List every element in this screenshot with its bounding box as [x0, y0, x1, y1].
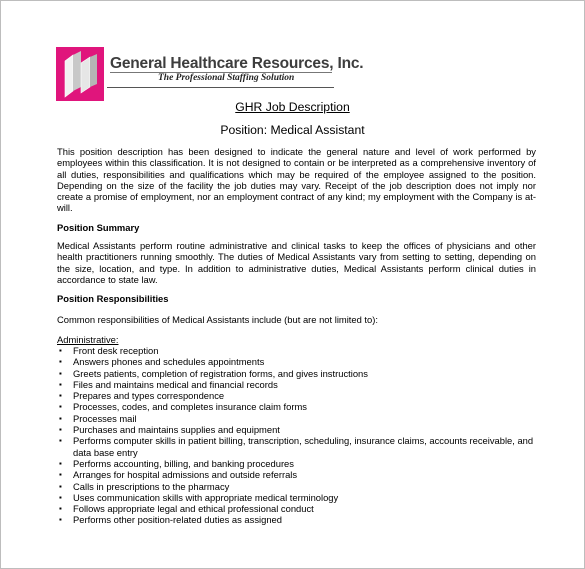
list-item: ▪ Follows appropriate legal and ethical professional conduct — [59, 503, 314, 515]
administrative-heading: Administrative: — [57, 334, 119, 345]
list-item: ▪ Files and maintains medical and financial records — [59, 378, 278, 390]
list-item: ▪ Performs computer skills in patient billing, transcription, scheduling, insurance claims, accounts receivable, and data base entry — [59, 435, 534, 458]
list-item: ▪ Processes mail — [59, 412, 137, 424]
list-item: ▪ Purchases and maintains supplies and equipment — [59, 424, 280, 436]
bullet-icon: ▪ — [59, 425, 62, 435]
list-item: ▪ Prepares and types correspondence — [59, 390, 225, 402]
list-item: ▪ Answers phones and schedules appointments — [59, 356, 265, 368]
summary-heading: Position Summary — [57, 222, 140, 233]
bullet-icon: ▪ — [59, 379, 62, 389]
list-item: ▪ Performs other position-related duties as assigned — [59, 514, 282, 526]
bullet-icon: ▪ — [59, 346, 62, 355]
position-title: Position: Medical Assistant — [220, 123, 365, 137]
list-item: ▪ Front desk reception — [59, 345, 159, 356]
responsibilities-heading: Position Responsibilities — [57, 293, 169, 304]
list-item: ▪ Calls in prescriptions to the pharmacy — [59, 480, 230, 492]
list-item: ▪ Greets patients, completion of registration forms, and gives instructions — [59, 367, 368, 379]
bullet-icon: ▪ — [59, 470, 62, 480]
bullet-icon: ▪ — [59, 413, 62, 423]
bullet-icon: ▪ — [59, 436, 62, 446]
bullet-icon: ▪ — [59, 504, 62, 514]
bullet-icon: ▪ — [59, 368, 62, 378]
list-item: ▪ Uses communication skills with appropriate medical terminology — [59, 491, 339, 503]
tagline-underline — [107, 87, 334, 88]
intro-paragraph: This position description has been designed to indicate the general nature and level of work performed by employees within this classification. It is not designed to contain or be interpreted as a comprehensive inventory of all duties, responsibilities and qualifications which may be required of the employee assigned to the position. Depending on the size of the facility the job duties may vary. Receipt of the job description does not imply nor create a promise of employment, nor an employment contract of any kind; my employment with the Company is at-will. — [57, 146, 536, 214]
bullet-icon: ▪ — [59, 515, 62, 525]
administrative-list — [57, 345, 537, 526]
list-item: ▪ Performs accounting, billing, and banking procedures — [59, 457, 294, 469]
list-item: ▪ Arranges for hospital admissions and outside referrals — [59, 469, 298, 481]
bullet-icon: ▪ — [59, 391, 62, 401]
bullet-icon: ▪ — [59, 481, 62, 491]
bullet-icon: ▪ — [59, 402, 62, 412]
document-title: GHR Job Description — [235, 100, 350, 114]
company-logo-icon — [56, 47, 104, 101]
list-item: ▪ Processes, codes, and completes insurance claim forms — [59, 401, 307, 413]
bullet-icon: ▪ — [59, 458, 62, 468]
company-name: General Healthcare Resources, Inc. — [110, 55, 364, 72]
company-tagline: The Professional Staffing Solution — [158, 73, 295, 83]
summary-paragraph: Medical Assistants perform routine administrative and clinical tasks to keep the offices of physicians and other health practitioners running smoothly. The duties of Medical Assistants vary from setting to setting, depending on the size, location, and type. In addition to administrative duties, Medical Assistants perform clinical duties in accordance to state law. — [57, 240, 536, 285]
bullet-icon: ▪ — [59, 357, 62, 367]
bullet-icon: ▪ — [59, 492, 62, 502]
responsibilities-intro: Common responsibilities of Medical Assistants include (but are not limited to): — [57, 314, 378, 325]
